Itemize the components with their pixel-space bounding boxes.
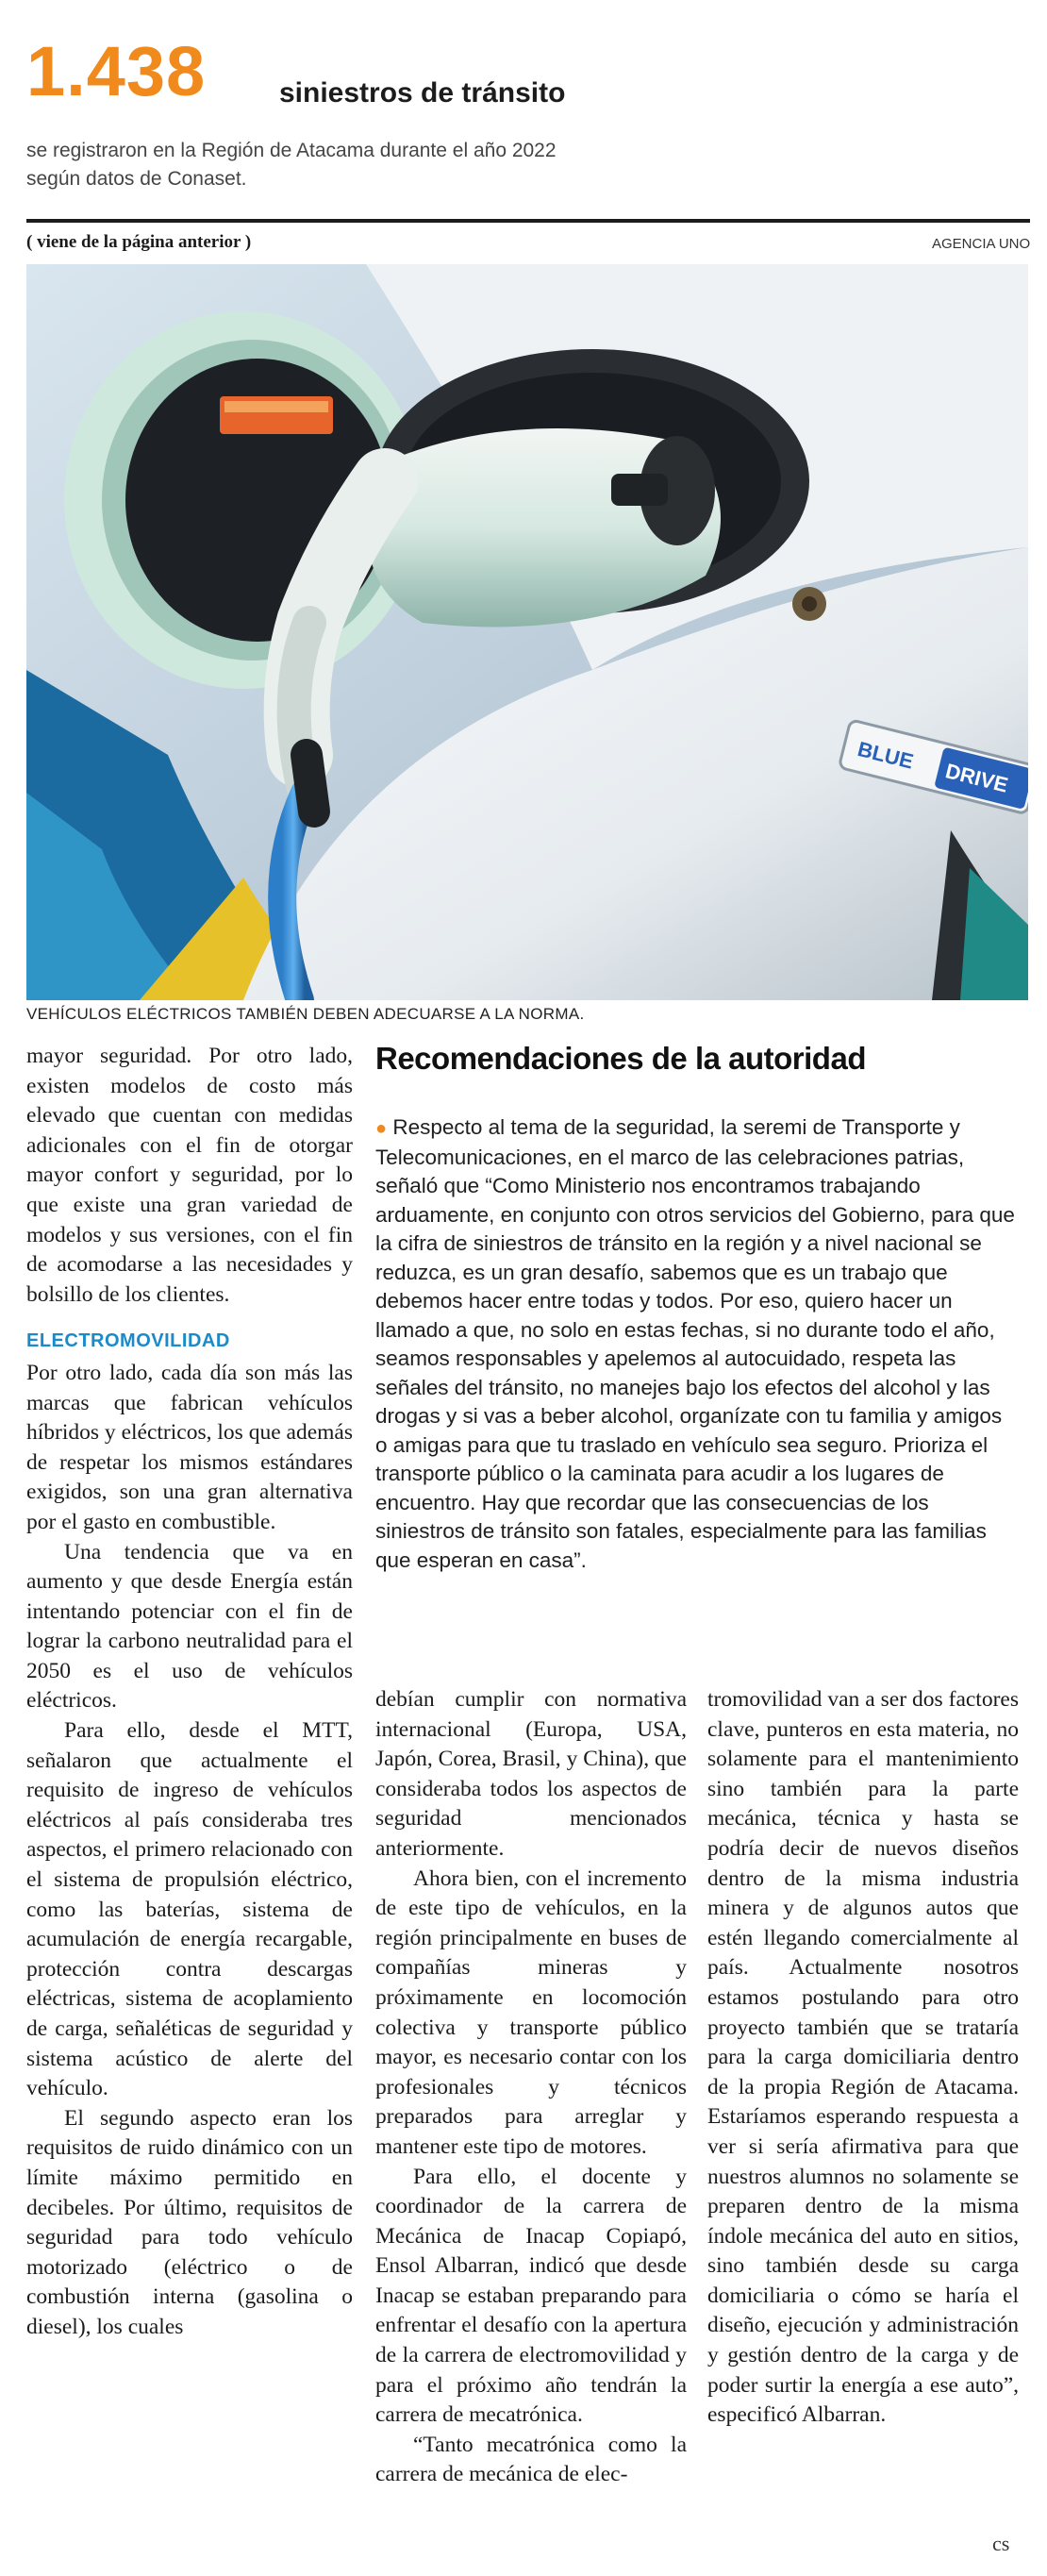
section-divider [26,219,1030,223]
badge-drive-text: DRIVE [942,759,1011,797]
headline-subline-2: según datos de Conaset. [26,168,247,190]
recommendations-body: Respecto al tema de la seguridad, la seremi de Transporte y Telecomunicaciones, en el marco de las celebraciones patrias, señaló que “Como Ministerio nos encontramos trabajando arduamente, en conjunto con otros servicios del Gobierno, para que la cifra de siniestros de tránsito en la región y a nivel nacional se reduzca, es un gran desafío, sabemos que es un trabajo que debemos hacer entre todas y todos. Por eso, quiero hacer un llamado a que, no solo en estas fechas, si no durante todo el año, seamos responsables y apelemos al autocuidado, respeta las señales del tránsito, no manejes bajo los efectos del alcohol y las drogas y si vas a beber alcohol, organízate con tu familia y amigos o amigas para que tu traslado en vehículo sea seguro. Prioriza el transporte público o la caminata para acudir a los lugares de encuentro. Hay que recordar que las consecuencias de los siniestros de tránsito son fatales, especialmente para las familias que esperan en casa”. [375,1115,1015,1572]
recommendations-text [375,1113,1017,1575]
mid-paragraph-4: “Tanto mecatrónica como la carrera de mecánica de elec- [375,2432,687,2487]
left-column [26,1042,353,2343]
mid-paragraph-3: Para ello, el docente y coordinador de la carrera de Mecánica de Inacap Copiapó, Ensol Albarran, indicó que desde Inacap se estaban preparando para enfrentar el desafío con la apertura de la carrera de electromovilidad y para el próximo año tendrán la carrera de mecatrónica. [375,2164,687,2428]
headline-text: siniestros de tránsito [279,77,566,109]
ev-charging-photo [26,264,1028,1000]
headline-subline-1: se registraron en la Región de Atacama durante el año 2022 [26,140,557,161]
headline-number: 1.438 [26,32,207,110]
left-paragraph-5: El segundo aspecto eran los requisitos de ruido dinámico con un límite máximo permitido en decibeles. Por último, requisitos de seguridad para todo vehículo motorizado (eléctrico o de combustión interna (gasolina o diesel), los cuales [26,2105,353,2339]
photo-caption: VEHÍCULOS ELÉCTRICOS TAMBIÉN DEBEN ADECUARSE A LA NORMA. [26,1005,585,1023]
section-heading-electromovilidad: ELECTROMOVILIDAD [26,1330,230,1352]
left-paragraph-1: mayor seguridad. Por otro lado, existen modelos de costo más elevado que cuentan con medidas adicionales con el fin de otorgar mayor confort y seguridad, por lo que existe una gran variedad de modelos y sus versiones, con el fin de acomodarse a las necesidades y bolsillo de los clientes. [26,1044,353,1307]
mid-paragraph-2: Ahora bien, con el incremento de este tipo de vehículos, en la región principalmente en buses de compañías mineras y próximamente en locomoción colectiva y transporte público mayor, es necesario contar con los profesionales y técnicos preparados para arreglar y mantener este tipo de motores. [375,1865,687,2159]
mid-paragraph-1: debían cumplir con normativa internacional (Europa, USA, Japón, Corea, Brasil, y China), que consideraba todos los aspectos de seguridad mencionados anteriormente. [375,1687,687,1861]
continuation-note: ( viene de la página anterior ) [26,232,252,252]
middle-column [375,1685,687,2490]
right-column [707,1685,1019,2431]
badge-blue-text: BLUE [855,736,916,774]
end-of-article-mark: cs [992,2532,1010,2555]
left-paragraph-3: Una tendencia que va en aumento y que desde Energía están intentando potenciar con el fin de lograr la carbono neutralidad para el 2050 es el uso de vehículos eléctricos. [26,1539,353,1714]
ev-charger-illustration [26,264,1028,1000]
recommendations-heading: Recomendaciones de la autoridad [375,1041,866,1076]
photo-credit: AGENCIA UNO [932,236,1031,252]
right-paragraph-1: tromovilidad van a ser dos factores clave, punteros en esta materia, no solamente para el mantenimiento sino también para la parte mecánica, técnica y hasta se podría decir de nuevos diseños dentro de la misma industria minera y de algunos autos que estén llegando comercialmente al país. Actualmente nosotros estamos postulando para otro proyecto también que se trataría para la carga domiciliaria dentro de la propia Región de Atacama. Estaríamos esperando respuesta a ver si sería afirmativa para que nuestros alumnos no solamente se preparen dentro de la misma índole mecánica del auto en sitios, sino también desde su carga domiciliaria o cómo se haría el diseño, ejecución y administración y gestión dentro de la carga y de poder surtir la energía a ese auto”, especificó Albarran. [707,1687,1019,2428]
orange-bullet-icon: ● [375,1118,388,1139]
left-paragraph-4: Para ello, desde el MTT, señalaron que actualmente el requisito de ingreso de vehículos eléctricos al país consideraba tres aspectos, el primero relacionado con el sistema de propulsión eléctrico, como las baterías, sistema de acumulación de energía recargable, protección contra descargas eléctricas, sistema de acoplamiento de carga, señaléticas de seguridad y sistema acústico de alerte del vehículo. [26,1718,353,2101]
left-paragraph-2: Por otro lado, cada día son más las marcas que fabrican vehículos híbridos y eléctricos, los que además de respetar los mismos estándares exigidos, son una gran alternativa por el gasto en combustible. [26,1360,353,1534]
